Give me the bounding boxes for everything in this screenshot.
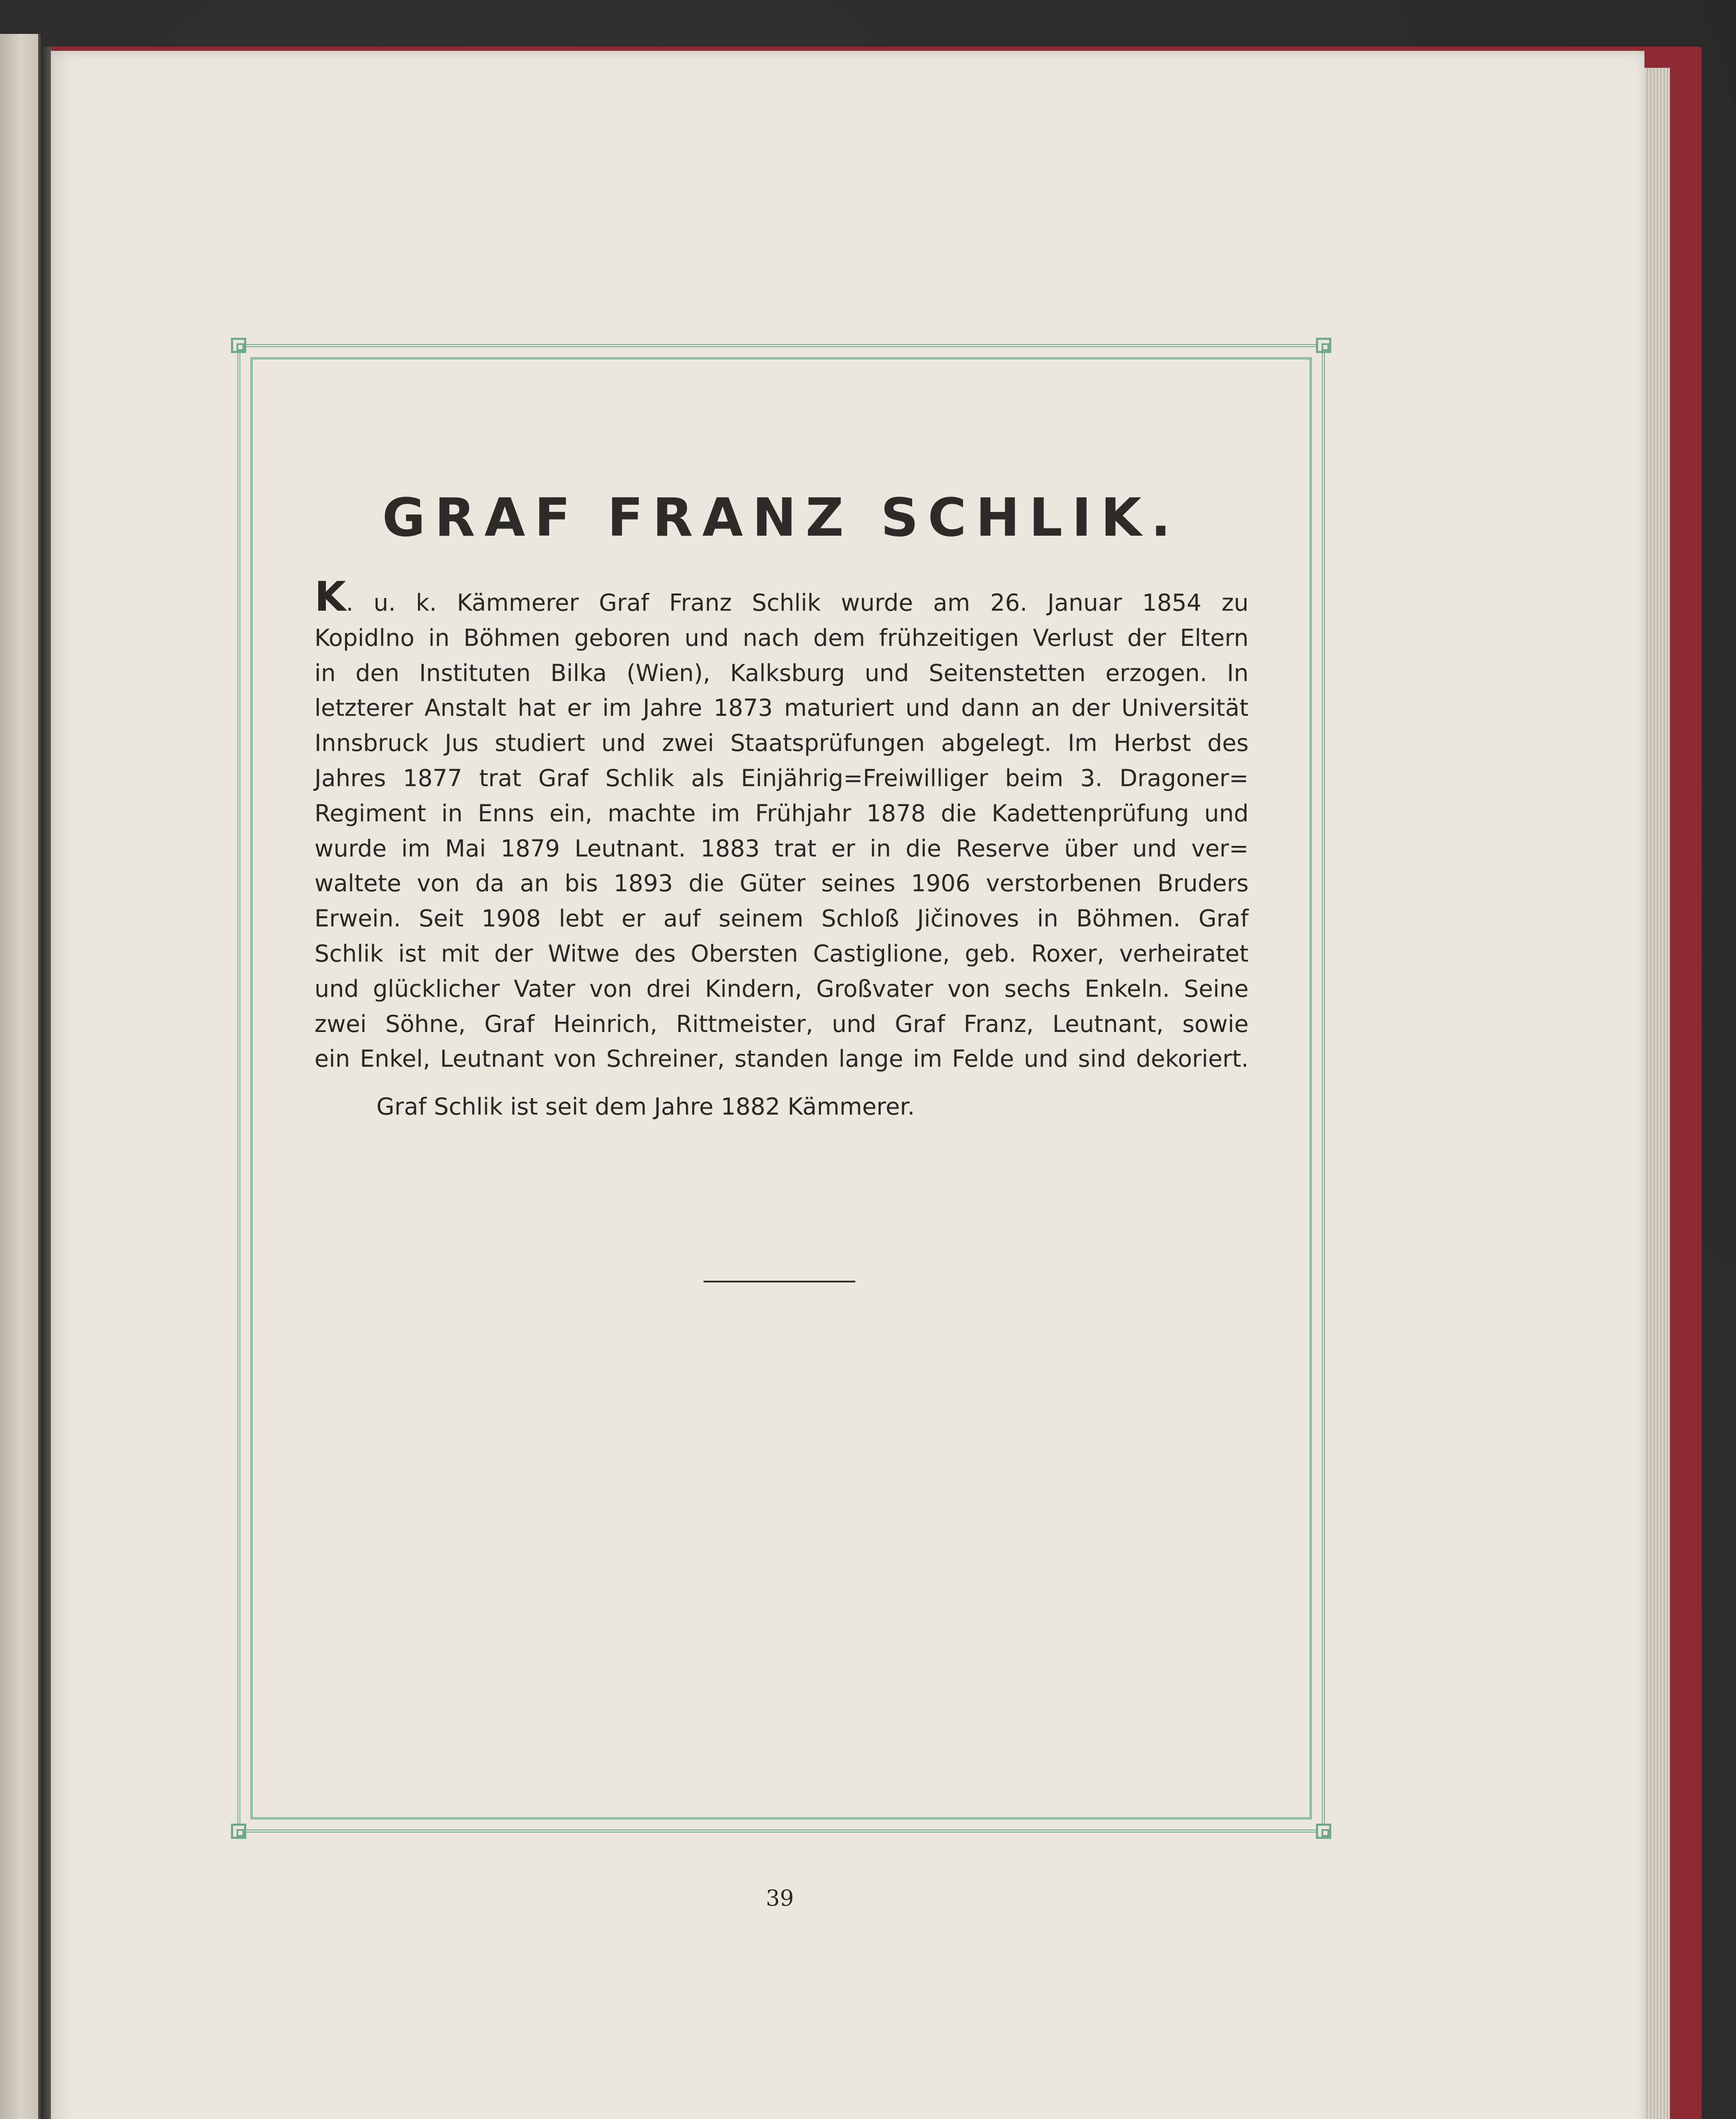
previous-page-edge — [0, 34, 41, 2119]
page-edges — [1644, 68, 1670, 2119]
text-line: Jahres 1877 trat Graf Schlik als Einjährig=Freiwilliger beim 3. Dragoner= — [314, 764, 1249, 792]
text-line: zwei Söhne, Graf Heinrich, Rittmeister, und Graf Franz, Leutnant, sowie — [314, 1010, 1249, 1037]
decorative-frame — [237, 344, 1325, 1833]
text-line: ein Enkel, Leutnant von Schreiner, standen lange im Felde und sind dekoriert. — [314, 1045, 1249, 1073]
frame-corner-ornament — [231, 1824, 246, 1839]
text-line: letzterer Anstalt hat er im Jahre 1873 maturiert und dann an der Universität — [314, 694, 1249, 722]
text-line: und glücklicher Vater von drei Kindern, Großvater von sechs Enkeln. Seine — [314, 975, 1249, 1002]
text-line: Schlik ist mit der Witwe des Obersten Castiglione, geb. Roxer, verheiratet — [314, 940, 1249, 967]
text-line: Kopidlno in Böhmen geboren und nach dem frühzeitigen Verlust der Eltern — [314, 624, 1249, 651]
closing-line: Graf Schlik ist seit dem Jahre 1882 Kämmerer. — [376, 1093, 915, 1120]
frame-corner-ornament — [1316, 1824, 1331, 1839]
biography-text — [314, 573, 1249, 1076]
text-line: Regiment in Enns ein, machte im Frühjahr 1878 die Kadettenprüfung und — [314, 799, 1249, 827]
book-gutter — [41, 47, 52, 2119]
text-line: waltete von da an bis 1893 die Güter seines 1906 verstorbenen Bruders — [314, 870, 1249, 897]
horizontal-rule — [704, 1281, 855, 1282]
page-number: 39 — [765, 1886, 794, 1911]
frame-corner-ornament — [231, 338, 246, 353]
text-line: wurde im Mai 1879 Leutnant. 1883 trat er in die Reserve über und ver= — [314, 834, 1249, 862]
frame-corner-ornament — [1316, 338, 1331, 353]
text-line — [314, 573, 1249, 620]
text-line: in den Instituten Bilka (Wien), Kalksburg und Seitenstetten erzogen. In — [314, 659, 1249, 687]
text-line-content: . u. k. Kämmerer Graf Franz Schlik wurde am 26. Januar 1854 zu — [346, 589, 1249, 616]
initial-letter: K — [314, 573, 346, 620]
text-line: Innsbruck Jus studiert und zwei Staatsprüfungen abgelegt. Im Herbst des — [314, 729, 1249, 757]
text-line: Erwein. Seit 1908 lebt er auf seinem Schloß Jičinoves in Böhmen. Graf — [314, 905, 1249, 932]
decorative-frame-inner — [250, 357, 1312, 1819]
page-title: GRAF FRANZ SCHLIK. — [382, 487, 1180, 548]
